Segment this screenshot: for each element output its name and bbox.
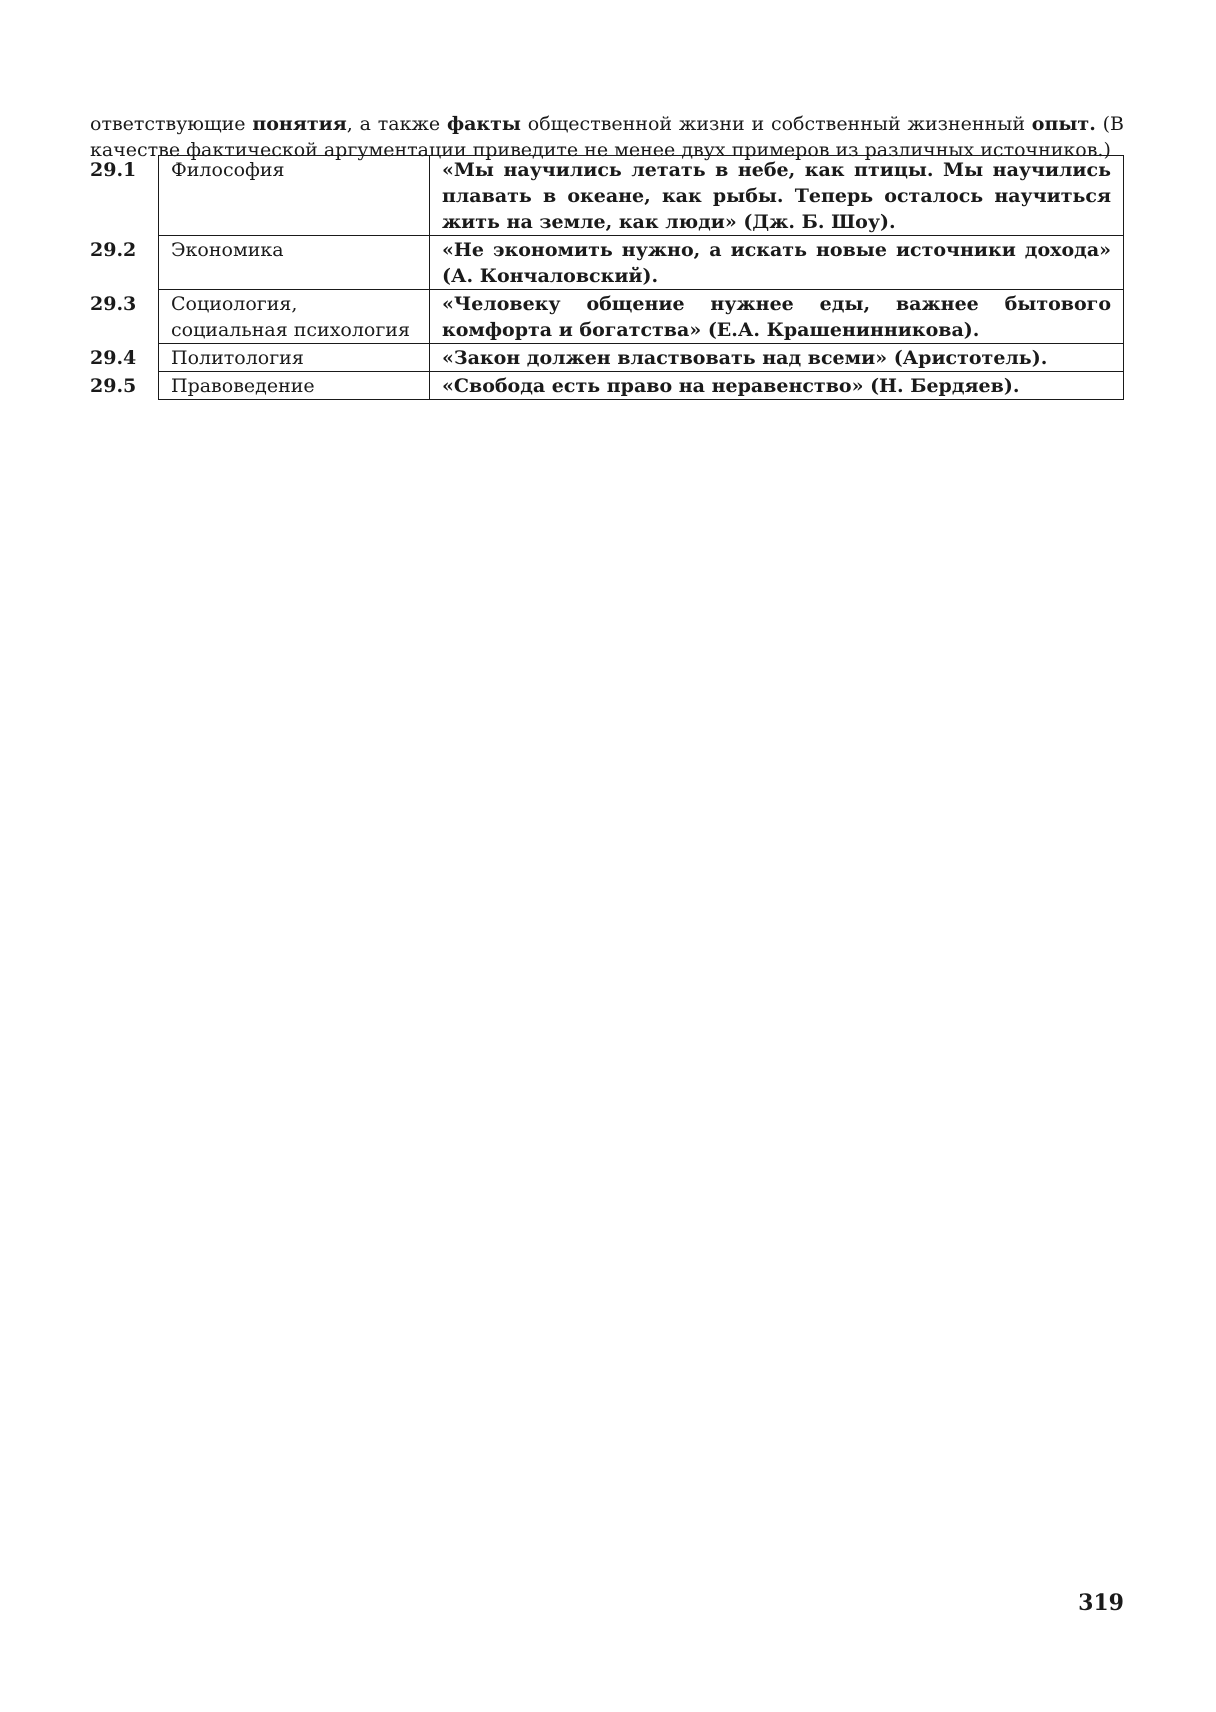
page-number: 319 — [1078, 1590, 1124, 1616]
intro-text-3: общественной жизни и собственный жизненный — [520, 113, 1032, 135]
row-quote: «Мы научились летать в небе, как птицы. Мы научились плавать в океане, как рыбы. Теперь осталось научиться жить на земле, как люди» (Дж. Б. Шоу). — [430, 156, 1124, 236]
intro-text-2: , а также — [346, 113, 447, 135]
row-number: 29.1 — [90, 158, 137, 181]
row-quote: «Не экономить нужно, а искать новые источники дохода» (А. Кончаловский). — [430, 236, 1124, 290]
table-row — [90, 344, 1124, 372]
row-quote: «Свобода есть право на неравенство» (Н. Бердяев). — [430, 372, 1124, 400]
table-row — [90, 236, 1124, 290]
table-row — [90, 156, 1124, 236]
intro-bold-concepts: понятия — [252, 113, 347, 135]
table-row — [90, 290, 1124, 344]
table-row — [90, 372, 1124, 400]
row-subject: Экономика — [159, 236, 430, 290]
row-number: 29.3 — [90, 292, 137, 315]
row-quote: «Человеку общение нужнее еды, важнее бытового комфорта и богатства» (Е.А. Крашенинникова). — [430, 290, 1124, 344]
row-subject: Философия — [159, 156, 430, 236]
row-number: 29.4 — [90, 346, 137, 369]
row-quote: «Закон должен властвовать над всеми» (Аристотель). — [430, 344, 1124, 372]
row-subject: Социология, социальная психология — [159, 290, 430, 344]
row-number: 29.2 — [90, 238, 137, 261]
row-subject: Политология — [159, 344, 430, 372]
intro-text-1: ответствующие — [90, 113, 253, 135]
row-number: 29.5 — [90, 374, 137, 397]
intro-text-4: (В качестве фактической аргументации приведите не менее двух примеров из различных источников.) — [90, 113, 1124, 161]
topics-table — [90, 155, 1124, 400]
intro-bold-facts: факты — [446, 113, 521, 135]
intro-bold-experience: опыт. — [1031, 113, 1096, 135]
row-subject: Правоведение — [159, 372, 430, 400]
